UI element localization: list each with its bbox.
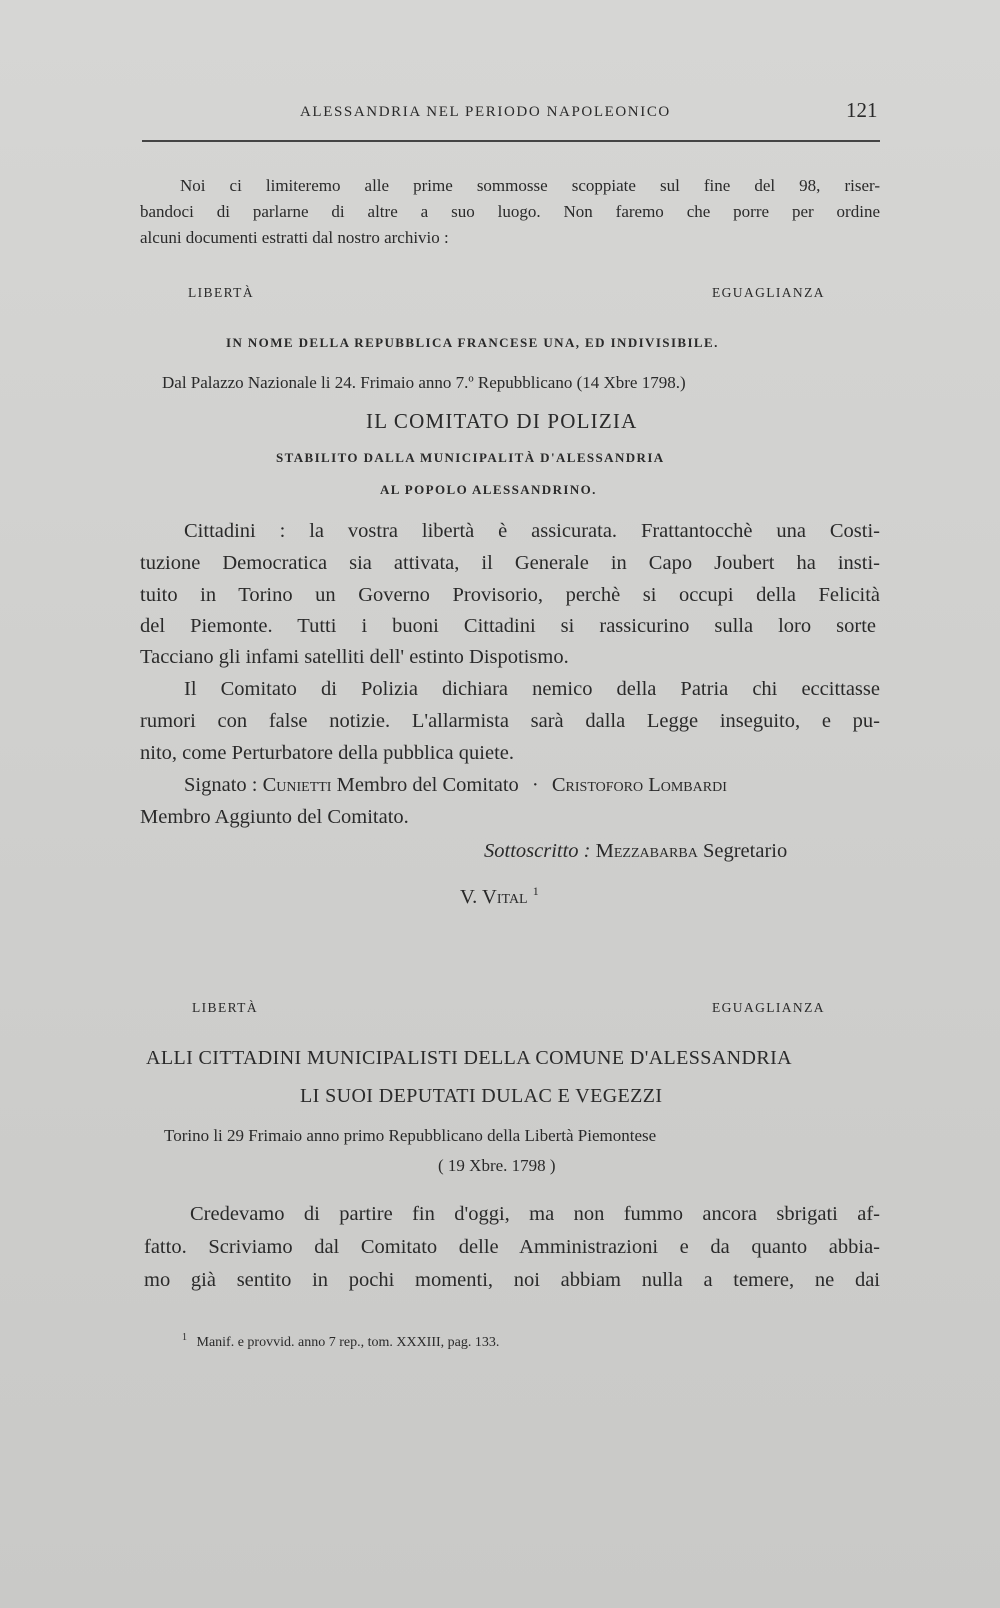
body-line: Cittadini : la vostra libertà è assicurata. Frattantocchè una Costi- (184, 520, 880, 542)
footnote-text: Manif. e provvid. anno 7 rep., tom. XXXIII, pag. 133. (196, 1334, 500, 1350)
signature-line (184, 774, 727, 797)
body-line: Tacciano gli infami satelliti dell' estinto Dispotismo. (140, 646, 569, 668)
body-line: tuzione Democratica sia attivata, il Generale in Capo Joubert ha insti- (140, 552, 880, 574)
secretary-role: Segretario (702, 840, 788, 862)
signer-2-role: Membro Aggiunto del Comitato. (140, 806, 409, 828)
body-line: nito, come Perturbatore della pubblica quiete. (140, 742, 514, 764)
body-line: mo già sentito in pochi momenti, noi abbiam nulla a temere, ne dai (144, 1269, 880, 1291)
signer-1-role: Membro del Comitato (336, 774, 519, 796)
secretary-name: Mezzabarba (595, 840, 698, 862)
page-number: 121 (846, 98, 878, 122)
body-line: tuito in Torino un Governo Provisorio, perchè si occupi della Felicità (140, 584, 880, 606)
footnote-mark: 1 (182, 1332, 187, 1343)
body-line: Il Comitato di Polizia dichiara nemico della Patria chi eccittasse (184, 678, 880, 700)
countersigned-label: Sottoscritto : (484, 840, 591, 862)
body-line: fatto. Scriviamo dal Comitato delle Amministrazioni e da quanto abbia- (144, 1236, 880, 1258)
intro-line: Noi ci limiteremo alle prime sommosse scoppiate sul fine del 98, riser- (180, 176, 880, 195)
motto-eguaglianza: EGUAGLIANZA (712, 285, 825, 300)
signed-label: Signato : (184, 774, 258, 796)
header-rule (142, 140, 880, 142)
motto-liberta: LIBERTÀ (188, 285, 254, 300)
body-line: rumori con false notizie. L'allarmista sarà dalla Legge inseguito, e pu- (140, 710, 880, 732)
body-line: Credevamo di partire fin d'oggi, ma non fummo ancora sbrigati af- (190, 1203, 880, 1225)
doc-subtitle: STABILITO DALLA MUNICIPALITÀ D'ALESSANDRIA (276, 450, 665, 465)
intro-line: bandoci di parlarne di altre a suo luogo. Non faremo che porre per ordine (140, 202, 880, 221)
countersignature (484, 840, 787, 863)
running-title: ALESSANDRIA NEL PERIODO NAPOLEONICO (300, 104, 671, 120)
visa-name: V. Vital (460, 885, 528, 908)
doc-title: LI SUOI DEPUTATI DULAC E VEGEZZI (300, 1085, 663, 1107)
doc-addressee: AL POPOLO ALESSANDRINO. (380, 482, 597, 497)
motto-eguaglianza: EGUAGLIANZA (712, 1000, 825, 1015)
motto-liberta: LIBERTÀ (192, 1000, 258, 1015)
visa (460, 884, 539, 909)
body-line: del Piemonte. Tutti i buoni Cittadini si rassicurino sulla loro sorte (140, 615, 876, 637)
intro-line: alcuni documenti estratti dal nostro archivio : (140, 228, 449, 247)
signer-2: Cristoforo Lombardi (551, 774, 727, 796)
signature-separator: · (531, 774, 539, 796)
doc-title: IL COMITATO DI POLIZIA (366, 409, 638, 433)
footnote (182, 1332, 499, 1351)
date-line: Dal Palazzo Nazionale li 24. Frimaio anno 7.º Repubblicano (14 Xbre 1798.) (162, 373, 686, 392)
signer-1: Cunietti (262, 774, 332, 796)
doc-title: ALLI CITTADINI MUNICIPALISTI DELLA COMUNE D'ALESSANDRIA (146, 1047, 793, 1069)
date-line: ( 19 Xbre. 1798 ) (438, 1156, 556, 1175)
footnote-ref: 1 (532, 884, 539, 898)
republic-line: IN NOME DELLA REPUBBLICA FRANCESE UNA, ED INDIVISIBILE. (226, 335, 719, 350)
date-line: Torino li 29 Frimaio anno primo Repubblicano della Libertà Piemontese (164, 1126, 657, 1145)
